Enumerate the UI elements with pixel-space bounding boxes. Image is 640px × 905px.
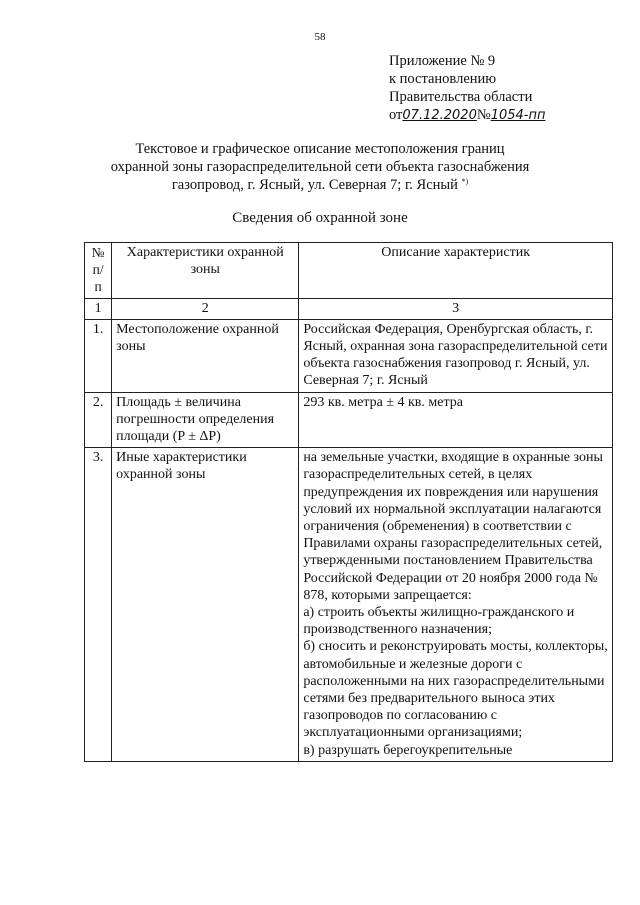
restriction-item-c: в) разрушать берегоукрепительные [303, 742, 513, 758]
table-row [85, 392, 613, 448]
attachment-line-2: к постановлению [389, 71, 497, 87]
column-number: 2 [112, 298, 299, 319]
header-characteristics: Характеристики охранной зоны [112, 243, 299, 299]
title-line-1: Текстовое и графическое описание местоположения границ [135, 141, 505, 157]
restriction-item-b: б) сносить и реконструировать мосты, коллекторы, автомобильные и железные дороги с расположенными на них газораспределительными сетями без предварительного выноса этих газопроводов по согласованию с эксплуатационными организациями; [303, 639, 608, 741]
row-characteristic: Местоположение охранной зоны [112, 319, 299, 392]
column-number: 3 [299, 298, 613, 319]
row-description: 293 кв. метра ± 4 кв. метра [299, 392, 613, 448]
column-number: 1 [85, 298, 112, 319]
section-subtitle: Сведения об охранной зоне [232, 210, 408, 226]
restriction-item-a: а) строить объекты жилищно-гражданского и производственного назначения; [303, 605, 575, 638]
protection-zone-table [84, 242, 613, 762]
restrictions-intro: на земельные участки, входящие в охранные зоны газораспределительных сетей, в целях предупреждения их повреждения или нарушения условий их нормальной эксплуатации налагаются ограничения (обременения) в соответствии с Правилами охраны газораспределительных сетей, утвержденными постановлением Правительства Российской Федерации от 20 ноября 2000 года № 878, которыми запрещается: [303, 450, 603, 603]
row-characteristic: Площадь ± величина погрешности определения площади (P ± ΔP) [112, 392, 299, 448]
handwritten-number: 1054-пп [490, 108, 546, 123]
row-description [299, 448, 613, 762]
table-header-row [85, 243, 613, 299]
attachment-block [389, 52, 545, 125]
document-title [0, 140, 640, 194]
title-line-3 [0, 176, 640, 194]
row-number: 1. [85, 319, 112, 392]
row-number: 3. [85, 448, 112, 762]
attachment-line-3: Правительства области [389, 89, 533, 105]
row-description: Российская Федерация, Оренбургская область, г. Ясный, охранная зона газораспределительной сети объекта газоснабжения газопровод г. Ясный, ул. Северная 7; г. Ясный [299, 319, 613, 392]
header-number: № п/п [85, 243, 112, 299]
date-prefix: от [389, 107, 403, 123]
handwritten-date: 07.12.2020 [402, 108, 477, 123]
attachment-line-1: Приложение № 9 [389, 53, 496, 69]
title-line-3-text: газопровод, г. Ясный, ул. Северная 7; г. Ясный [171, 177, 458, 193]
number-prefix: № [476, 107, 491, 123]
table-row [85, 319, 613, 392]
attachment-date-line [389, 106, 545, 125]
page-number: 58 [314, 31, 326, 43]
header-description: Описание характеристик [299, 243, 613, 299]
row-number: 2. [85, 392, 112, 448]
column-numbers-row [85, 298, 613, 319]
row-characteristic: Иные характеристики охранной зоны [112, 448, 299, 762]
title-line-2: охранной зоны газораспределительной сети объекта газоснабжения [110, 159, 530, 175]
table-row [85, 448, 613, 762]
footnote-mark: *) [461, 177, 469, 186]
